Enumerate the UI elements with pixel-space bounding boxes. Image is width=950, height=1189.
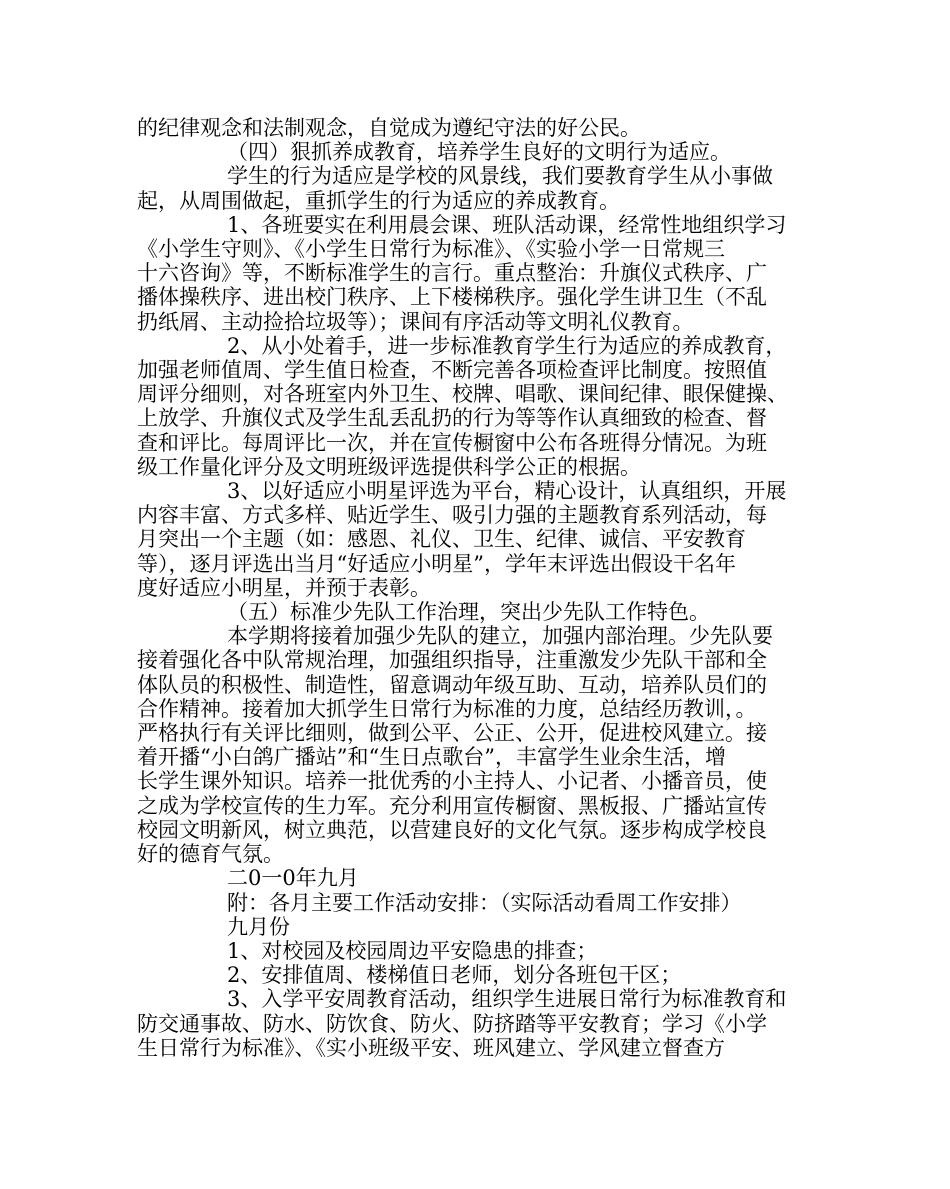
text-line: 3、以好适应小明星评选为平台，精心设计，认真组织，开展 — [227, 479, 787, 504]
text-line: 校园文明新风，树立典范，以营建良好的文化气氛。逐步构成学校良 — [137, 817, 767, 842]
text-line: 1、对校园及校园周边平安隐患的排查； — [227, 938, 598, 963]
text-line: 接着强化各中队常规治理，加强组织指导，注重激发少先队干部和全 — [137, 648, 767, 673]
text-line: 1、各班要实在利用晨会课、班队活动课，经常性地组织学习 — [227, 212, 787, 237]
text-line: 本学期将接着加强少先队的建立，加强内部治理。少先队要 — [227, 624, 773, 649]
text-line: 级工作量化评分及文明班级评选提供科学公正的根据。 — [137, 454, 641, 479]
text-line: 九月份 — [227, 914, 290, 939]
text-line: 3、入学平安周教育活动，组织学生进展日常行为标准教育和 — [227, 987, 787, 1012]
text-line: （五）标准少先队工作治理，突出少先队工作特色。 — [227, 600, 710, 625]
text-line: 的纪律观念和法制观念，自觉成为遵纪守法的好公民。 — [137, 116, 641, 140]
text-line: 严格执行有关评比细则，做到公平、公正、公开，促进校风建立。接 — [137, 721, 767, 746]
text-line: 防交通事故、防水、防饮食、防火、防挤踏等平安教育；学习《小学 — [137, 1011, 767, 1036]
text-line: 学生的行为适应是学校的风景线，我们要教育学生从小事做 — [227, 164, 773, 189]
text-line: 月突出一个主题（如：感恩、礼仪、卫生、纪律、诚信、平安教育 — [137, 527, 746, 552]
text-line: 2、从小处着手，进一步标准教育学生行为适应的养成教育， — [227, 333, 787, 358]
text-line: 长学生课外知识。培养一批优秀的小主持人、小记者、小播音员，使 — [137, 769, 767, 794]
text-line: 十六咨询》等，不断标准学生的言行。重点整治：升旗仪式秩序、广 — [137, 261, 767, 286]
text-line: 合作精神。接着加大抓学生日常行为标准的力度，总结经历教训，。 — [137, 696, 757, 721]
text-line: 内容丰富、方式多样、贴近学生、吸引力强的主题教育系列活动，每 — [137, 503, 767, 528]
text-line: 等），逐月评选出当月“好适应小明星”，学年末评选出假设干名年 — [137, 551, 736, 576]
text-line: 起，从周围做起，重抓学生的行为适应的养成教育。 — [137, 188, 620, 213]
text-line: 度好适应小明星，并预于表彰。 — [137, 575, 431, 600]
text-line: 二0一0年九月 — [227, 866, 359, 891]
text-line: 体队员的积极性、制造性，留意调动年级互助、互动，培养队员们的 — [137, 672, 767, 697]
text-line: 附：各月主要工作活动安排：（实际活动看周工作安排） — [227, 890, 742, 915]
text-line: 好的德育气氛。 — [137, 842, 284, 867]
text-line: 周评分细则，对各班室内外卫生、校牌、唱歌、课间纪律、眼保健操、 — [137, 382, 788, 407]
document-body — [137, 116, 817, 1060]
text-line: 扔纸屑、主动捡拾垃圾等）；课间有序活动等文明礼仪教育。 — [137, 309, 694, 334]
text-line: （四）狠抓养成教育，培养学生良好的文明行为适应。 — [227, 140, 731, 165]
text-line: 加强老师值周、学生值日检查，不断完善各项检查评比制度。按照值 — [137, 358, 767, 383]
text-line: 查和评比。每周评比一次，并在宣传橱窗中公布各班得分情况。为班 — [137, 430, 767, 455]
text-line: 《小学生守则》、《小学生日常行为标准》、《实验小学一日常规三 — [137, 237, 725, 262]
text-line: 生日常行为标准》、《实小班级平安、班风建立、学风建立督查方 — [137, 1035, 725, 1060]
text-line: 播体操秩序、进出校门秩序、上下楼梯秩序。强化学生讲卫生（不乱 — [137, 285, 767, 310]
text-line: 着开播“小白鸽广播站”和“生日点歌台”，丰富学生业余生活，增 — [137, 745, 726, 770]
text-line: 2、安排值周、楼梯值日老师，划分各班包干区； — [227, 963, 682, 988]
text-line: 上放学、升旗仪式及学生乱丢乱扔的行为等等作认真细致的检查、督 — [137, 406, 767, 431]
text-line: 之成为学校宣传的生力军。充分利用宣传橱窗、黑板报、广播站宣传 — [137, 793, 767, 818]
